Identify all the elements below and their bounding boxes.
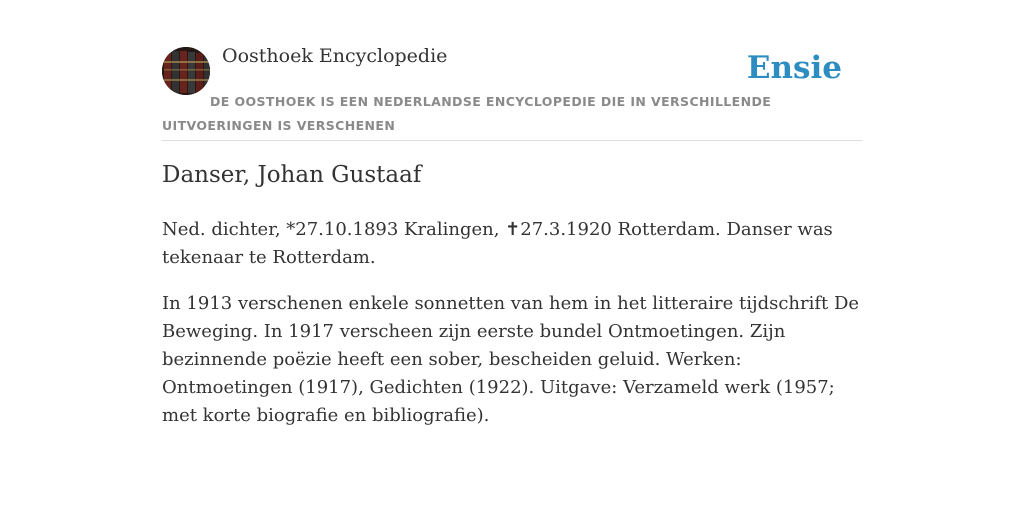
article-paragraph-2: In 1913 verschenen enkele sonnetten van hem in het litteraire tijdschrift De Beweging. In 1917 verscheen zijn eerste bundel Ontmoetingen. Zijn bezinnende poëzie heeft een sober, bescheiden geluid. Werken: Ontmoetingen (1917), Gedichten (1922). Uitgave: Verzameld werk (1957; met korte biografie en bibliografie). <box>162 293 860 426</box>
site-tagline: DE OOSTHOEK IS EEN NEDERLANDSE ENCYCLOPEDIE DIE IN VERSCHILLENDE UITVOERINGEN IS VERSCHENEN <box>162 94 772 133</box>
article-card <box>162 0 862 512</box>
encyclopedia-books-icon[interactable] <box>162 47 210 95</box>
article-paragraph-1: Ned. dichter, *27.10.1893 Kralingen, ✝27.3.1920 Rotterdam. Danser was tekenaar te Rotterdam. <box>162 219 833 268</box>
brand-logo[interactable]: Ensie <box>746 50 842 86</box>
site-name[interactable]: Oosthoek Encyclopedie <box>222 45 448 67</box>
article-title: Danser, Johan Gustaaf <box>162 162 422 188</box>
header <box>162 0 862 141</box>
